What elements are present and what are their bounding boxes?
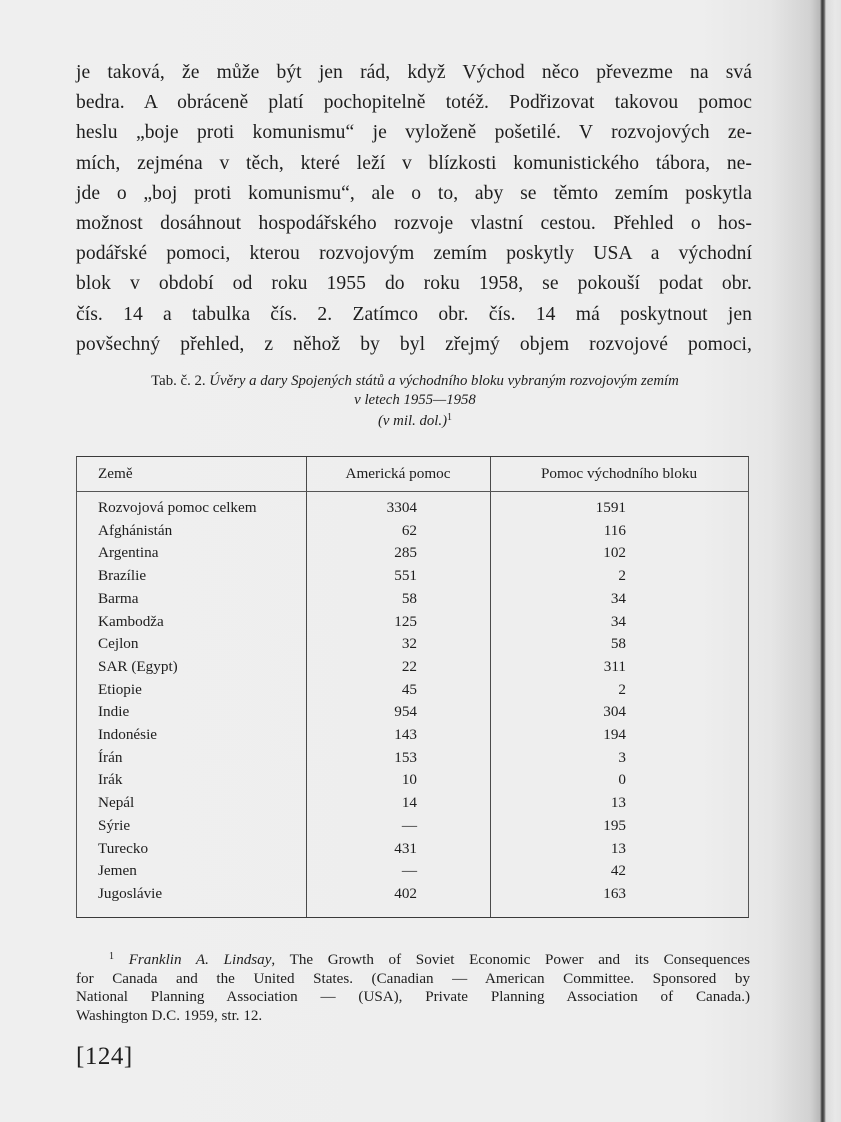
cell-east-aid: 116: [603, 521, 626, 539]
cell-east-aid: 13: [610, 839, 626, 857]
cell-east-aid: 163: [603, 884, 626, 902]
footnote-reference: 1: [447, 412, 453, 423]
cell-country: Írán: [98, 748, 123, 766]
table-row: [77, 747, 748, 770]
body-line: podářské pomoci, kterou rozvojovým zemím poskytly USA a východní: [76, 243, 752, 265]
table-row: [77, 769, 748, 792]
cell-east-aid: 311: [603, 657, 626, 675]
body-line: mích, zejména v těch, které leží v blízkosti komunistického tábora, ne-: [76, 152, 752, 174]
table-row: [77, 542, 748, 565]
table-units: (v mil. dol.): [377, 413, 448, 429]
body-line: heslu „boje proti komunismu“ je vyloženě pošetilé. V rozvojových ze-: [76, 122, 752, 144]
table-row: [77, 883, 748, 906]
header-country: Země: [98, 465, 133, 482]
footnote-line: [76, 948, 750, 970]
cell-country: Sýrie: [98, 816, 131, 834]
cell-country: Irák: [98, 771, 123, 789]
body-line: jde o „boj proti komunismu“, ale o to, aby se těmto zemím poskytla: [76, 182, 752, 204]
cell-us-aid: 551: [394, 567, 417, 585]
cell-east-aid: 194: [603, 726, 626, 743]
cell-country: Brazílie: [98, 567, 147, 585]
body-line: blok v období od roku 1955 do roku 1958, se pokouší podat obr.: [76, 273, 752, 295]
cell-country: Barma: [98, 589, 139, 607]
cell-east-aid: 58: [610, 635, 626, 653]
cell-country: Nepál: [98, 794, 135, 812]
cell-east-aid: 1591: [595, 499, 626, 516]
cell-east-aid: 2: [618, 567, 626, 585]
cell-us-aid: —: [401, 816, 417, 834]
cell-us-aid: 22: [401, 657, 417, 675]
table-row: [77, 520, 748, 543]
body-line: čís. 14 a tabulka čís. 2. Zatímco obr. čís. 14 má poskytnout jen: [76, 303, 752, 325]
cell-east-aid: 3: [618, 748, 626, 766]
table-label: Tab. č. 2.: [151, 373, 206, 389]
table-row: [77, 497, 748, 520]
footnote: [76, 948, 750, 1025]
body-line: je taková, že může být jen rád, když Východ něco převezme na svá: [76, 62, 752, 83]
cell-country: Jugoslávie: [98, 884, 163, 902]
cell-country: Indie: [98, 703, 130, 721]
cell-east-aid: 2: [618, 680, 626, 698]
cell-country: SAR (Egypt): [98, 657, 178, 675]
table-row: [77, 838, 748, 861]
cell-us-aid: 14: [401, 794, 417, 812]
cell-country: Afghánistán: [98, 521, 173, 539]
table-row: [77, 724, 748, 747]
cell-east-aid: 13: [610, 794, 626, 812]
cell-east-aid: 102: [603, 544, 626, 562]
table-title: Úvěry a dary Spojených států a východního bloku vybraným rozvojovým zemím: [209, 373, 679, 389]
cell-us-aid: 3304: [386, 499, 417, 516]
table-row: [77, 588, 748, 611]
table-caption: [70, 372, 760, 431]
cell-country: Jemen: [98, 862, 137, 880]
cell-east-aid: 0: [618, 771, 626, 789]
cell-country: Cejlon: [98, 635, 139, 653]
body-paragraph: [76, 58, 752, 360]
body-line: bedra. A obráceně platí pochopitelně totéž. Podřizovat takovou pomoc: [76, 92, 752, 114]
footnote-line: Washington D.C. 1959, str. 12.: [76, 1007, 263, 1024]
cell-us-aid: 143: [394, 726, 417, 743]
cell-us-aid: 285: [394, 544, 417, 562]
aid-table: [76, 456, 749, 918]
cell-us-aid: 45: [401, 680, 417, 698]
footnote-line: for Canada and the United States. (Canadian — American Committee. Sponsored by: [76, 970, 750, 987]
body-line: povšechný přehled, z něhož by byl zřejmý objem rozvojové pomoci,: [76, 333, 752, 355]
footnote-title: , The Growth of Soviet Economic Power and its Consequences: [271, 952, 750, 968]
table-row: [77, 565, 748, 588]
body-line: možnost dosáhnout hospodářského rozvoje vlastní cestou. Přehled o hos-: [76, 213, 752, 235]
cell-us-aid: 32: [401, 635, 417, 653]
cell-country: Turecko: [98, 839, 149, 857]
table-row: [77, 633, 748, 656]
cell-country: Rozvojová pomoc celkem: [98, 499, 257, 516]
table-row: [77, 701, 748, 724]
cell-east-aid: 304: [603, 703, 626, 721]
table-row: [77, 860, 748, 883]
table-row: [77, 792, 748, 815]
cell-east-aid: 34: [610, 589, 626, 607]
cell-east-aid: 42: [610, 862, 626, 880]
cell-country: Etiopie: [98, 680, 142, 698]
cell-us-aid: 954: [394, 703, 417, 721]
header-divider: [77, 491, 748, 492]
cell-us-aid: 431: [394, 839, 417, 857]
cell-us-aid: 62: [401, 521, 417, 539]
cell-country: Argentina: [98, 544, 159, 562]
cell-us-aid: —: [401, 862, 417, 880]
cell-country: Kambodža: [98, 612, 164, 630]
footnote-line: National Planning Association — (USA), Private Planning Association of Canada.): [76, 989, 750, 1006]
table-row: [77, 656, 748, 679]
cell-us-aid: 58: [401, 589, 417, 607]
table-title-years: v letech 1955—1958: [354, 391, 476, 408]
table-row: [77, 679, 748, 702]
cell-us-aid: 125: [394, 612, 417, 630]
cell-us-aid: 153: [394, 748, 417, 766]
page-number: [124]: [76, 1043, 133, 1070]
cell-east-aid: 34: [610, 612, 626, 630]
header-us-aid: Americká pomoc: [345, 465, 451, 482]
cell-us-aid: 402: [394, 884, 417, 902]
cell-us-aid: 10: [401, 771, 417, 789]
table-row: [77, 815, 748, 838]
table-row: [77, 611, 748, 634]
cell-country: Indonésie: [98, 726, 158, 743]
cell-east-aid: 195: [603, 816, 626, 834]
header-east-aid: Pomoc východního bloku: [540, 465, 698, 482]
footnote-author: Franklin A. Lindsay: [128, 952, 272, 968]
footnote-marker: 1: [109, 951, 114, 962]
